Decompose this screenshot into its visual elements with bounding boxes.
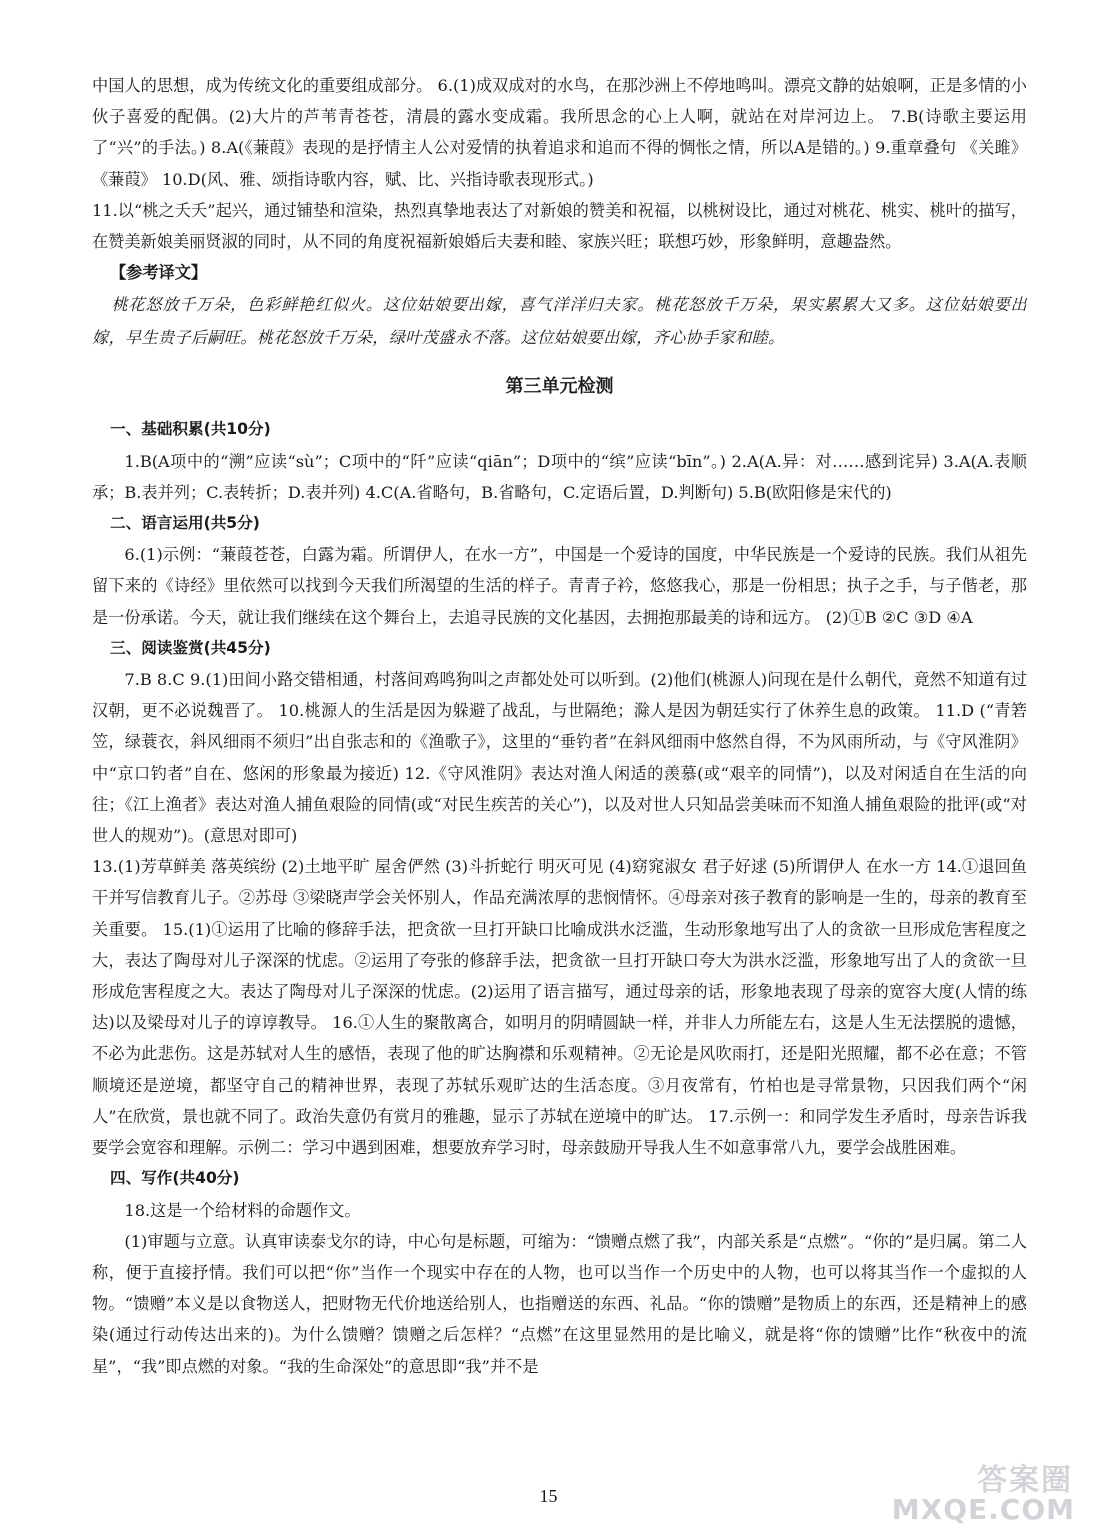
watermark-en-text: MXQE.COM (891, 1493, 1075, 1526)
section-paragraph: (1)审题与立意。认真审读泰戈尔的诗，中心句是标题，可缩为：“馈赠点燃了我”，内部关系是“点燃”。“你的”是归属。第二人称，便于直接抒情。我们可以把“你”当作一个现实中存在的人物，也可以当作一个历史中的人物，也可以将其当作一个虚拟的人物。“馈赠”本义是以食物送人，把财物无代价地送给别人，也指赠送的东西、礼品。“你的馈赠”是物质上的东西，还是精神上的感染(通过行动传达出来的)。为什么馈赠？馈赠之后怎样？“点燃”在这里显然用的是比喻义，就是将“你的馈赠”比作“秋夜中的流星”，“我”即点燃的对象。“我的生命深处”的意思即“我”并不是 (92, 1231, 1027, 1376)
answer-page (92, 70, 1027, 1382)
section-paragraph: 7.B 8.C 9.(1)田间小路交错相通，村落间鸡鸣狗叫之声都处处可以听到。(2)他们(桃源人)问现在是什么朝代，竟然不知道有过汉朝，更不必说魏晋了。 10.桃源人的生活是因为躲避了战乱，与世隔绝；滁人是因为朝廷实行了休养生息的政策。 11.D (“青箬笠，绿蓑衣，斜风细雨不须归”出自张志和的《渔歌子》，这里的“垂钓者”在斜风细雨中悠然自得，不为风雨所动，与《守风淮阴》中“京口钓者”自在、悠闲的形象最为接近) 12.《守风淮阴》表达对渔人闲适的羡慕(或“艰辛的同情”)，以及对闲适自在生活的向往；《江上渔者》表达对渔人捕鱼艰险的同情(或“对民生疾苦的关心”)，以及对世人只知品尝美味而不知渔人捕鱼艰险的批评(或“对世人的规劝”)。(意思对即可) (92, 670, 1027, 846)
section-basic (92, 414, 1027, 508)
section-paragraph: 18.这是一个给材料的命题作文。 (124, 1200, 361, 1220)
section-heading: 一、基础积累(共10分) (110, 420, 271, 439)
section-heading: 三、阅读鉴赏(共45分) (110, 638, 271, 657)
section-paragraph: 6.(1)示例：“蒹葭苍苍，白露为霜。所谓伊人，在水一方”，中国是一个爱诗的国度，中华民族是一个爱诗的民族。我们从祖先留下来的《诗经》里依然可以找到今天我们所渴望的生活的样子。青青子衿，悠悠我心，那是一份相思；执子之手，与子偕老，那是一份承诺。今天，就让我们继续在这个舞台上，去追寻民族的文化基因，去拥抱那最美的诗和远方。 (2)①B ②C ③D ④A (92, 545, 1027, 627)
watermark-logo (891, 1455, 1083, 1529)
section-writing (92, 1163, 1027, 1381)
unit-title: 第三单元检测 (505, 376, 614, 398)
page-number: 15 (539, 1486, 558, 1506)
section-reading (92, 633, 1027, 1163)
intro-paragraph-1: 中国人的思想，成为传统文化的重要组成部分。 6.(1)成双成对的水鸟，在那沙洲上不停地鸣叫。漂亮文静的姑娘啊，正是多情的小伙子喜爱的配偶。(2)大片的芦苇青苍苍，清晨的露水变成霜。我所思念的心上人啊，就站在对岸河边上。 7.B(诗歌主要运用了“兴”的手法。) 8.A(《蒹葭》表现的是抒情主人公对爱情的执着追求和追而不得的惆怅之情，所以A是错的。) 9.重章叠句 《关雎》《蒹葭》 10.D(风、雅、颂指诗歌内容，赋、比、兴指诗歌表现形式。) (92, 76, 1027, 189)
intro-paragraph-2: 11.以“桃之夭夭”起兴，通过铺垫和渲染，热烈真挚地表达了对新娘的赞美和祝福，以桃树设比，通过对桃花、桃实、桃叶的描写，在赞美新娘美丽贤淑的同时，从不同的角度祝福新娘婚后夫妻和睦、家族兴旺；联想巧妙，形象鲜明，意趣盎然。 (92, 200, 1027, 252)
section-heading: 二、语言运用(共5分) (110, 514, 260, 533)
watermark-cn-text: 答案圈 (977, 1463, 1073, 1498)
section-paragraph: 1.B(A项中的“溯”应读“sù”；C项中的“阡”应读“qiān”；D项中的“缤”应读“bīn”。) 2.A(A.异：对……感到诧异) 3.A(A.表顺承；B.表并列；C.表转折；D.表并列) 4.C(A.省略句，B.省略句，C.定语后置，D.判断句) 5.B(欧阳修是宋代的) (92, 451, 1027, 502)
reference-translation: 桃花怒放千万朵，色彩鲜艳红似火。这位姑娘要出嫁，喜气洋洋归夫家。桃花怒放千万朵，果实累累大又多。这位姑娘要出嫁，早生贵子后嗣旺。桃花怒放千万朵，绿叶茂盛永不落。这位姑娘要出嫁，齐心协手家和睦。 (92, 295, 1027, 348)
section-paragraph: 13.(1)芳草鲜美 落英缤纷 (2)土地平旷 屋舍俨然 (3)斗折蛇行 明灭可见 (4)窈窕淑女 君子好逑 (5)所谓伊人 在水一方 14.①退回鱼干并写信教育儿子。②苏母 ③梁晓声学会关怀别人，作品充满浓厚的悲悯情怀。④母亲对孩子教育的影响是一生的，母亲的教育至关重要。 15.(1)①运用了比喻的修辞手法，把贪欲一旦打开缺口比喻成洪水泛滥，生动形象地写出了人的贪欲一旦形成危害程度之大，表达了陶母对儿子深深的忧虑。②运用了夸张的修辞手法，把贪欲一旦打开缺口夸大为洪水泛滥，形象地写出了人的贪欲一旦形成危害程度之大。表达了陶母对儿子深深的忧虑。(2)运用了语言描写，通过母亲的话，形象地表现了母亲的宽容大度(人情的练达)以及梁母对儿子的谆谆教导。 16.①人生的聚散离合，如明月的阴晴圆缺一样，并非人力所能左右，这是人生无法摆脱的遗憾，不必为此悲伤。这是苏轼对人生的感悟，表现了他的旷达胸襟和乐观精神。②无论是风吹雨打，还是阳光照耀，都不必在意；不管顺境还是逆境，都坚守自己的精神世界，表现了苏轼乐观旷达的生活态度。③月夜常有，竹柏也是寻常景物，只因我们两个“闲人”在欣赏，景也就不同了。政治失意仍有赏月的雅趣，显示了苏轼在逆境中的旷达。 17.示例一：和同学发生矛盾时，母亲告诉我要学会宽容和理解。示例二：学习中遇到困难，想要放弃学习时，母亲鼓励开导我人生不如意事常八九，要学会战胜困难。 (92, 857, 1027, 1158)
section-heading: 四、写作(共40分) (110, 1169, 240, 1188)
section-language (92, 508, 1027, 633)
reference-heading: 【参考译文】 (110, 263, 208, 283)
